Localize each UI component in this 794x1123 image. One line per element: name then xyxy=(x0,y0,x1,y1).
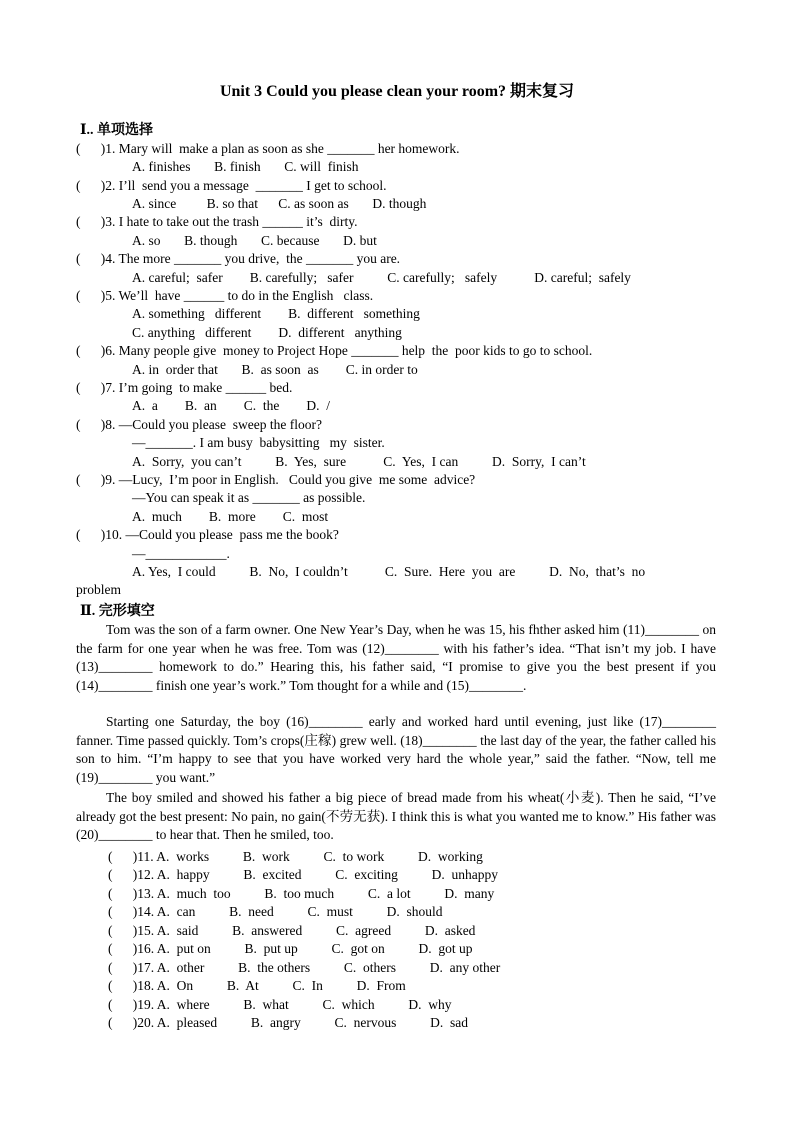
question-2-options: A. since B. so that C. as soon as D. though xyxy=(132,196,427,211)
cloze-paragraph-1-text: Tom was the son of a farm owner. One New Year’s Day, when he was 15, his fhther asked him (11)________ on the farm for one year when he was free. Tom was (12)________ with his father’s idea. “That isn’t my job. I have (13)________ homework to do.” Hearing this, his father said, “I promise to give you the best present if you (14)________ finish one year’s work.” Tom thought for a while and (15)________. xyxy=(76,622,716,693)
cloze-question-20: ( )20. A. pleased B. angry C. nervous D. sad xyxy=(108,1015,468,1030)
question-10: ( )10. —Could you please pass me the book? xyxy=(76,527,339,542)
cloze-question-19: ( )19. A. where B. what C. which D. why xyxy=(108,997,452,1012)
question-1-options: A. finishes B. finish C. will finish xyxy=(132,159,359,174)
question-1: ( )1. Mary will make a plan as soon as she _______ her homework. xyxy=(76,141,460,156)
question-7-options: A. a B. an C. the D. / xyxy=(132,398,330,413)
question-5-options-a-b: A. something different B. different something xyxy=(132,306,420,321)
question-10-options: A. Yes, I could B. No, I couldn’t C. Sure. Here you are D. No, that’s no xyxy=(132,564,646,579)
question-2: ( )2. I’ll send you a message _______ I get to school. xyxy=(76,178,387,193)
question-10-option-wrap: problem xyxy=(76,582,121,597)
question-4-options: A. careful; safer B. carefully; safer C. carefully; safely D. careful; safely xyxy=(132,270,631,285)
question-3-options: A. so B. though C. because D. but xyxy=(132,233,377,248)
question-9-options: A. much B. more C. most xyxy=(132,509,329,524)
question-9-response: —You can speak it as _______ as possible. xyxy=(132,490,366,505)
page-title: Unit 3 Could you please clean your room? 期末复习 xyxy=(219,83,575,100)
cloze-question-12: ( )12. A. happy B. excited C. exciting D. unhappy xyxy=(108,867,498,882)
question-6-options: A. in order that B. as soon as C. in order to xyxy=(132,362,418,377)
cloze-question-11: ( )11. A. works B. work C. to work D. working xyxy=(108,849,483,864)
cloze-question-16: ( )16. A. put on B. put up C. got on D. got up xyxy=(108,941,473,956)
cloze-question-15: ( )15. A. said B. answered C. agreed D. asked xyxy=(108,923,476,938)
question-4: ( )4. The more _______ you drive, the _______ you are. xyxy=(76,251,401,266)
cloze-paragraph-2-text: Starting one Saturday, the boy (16)________ early and worked hard until evening, just like (17)________ fanner. Time passed quickly. Tom’s crops(庄稼) grew well. (18)________ the last day of the year, the father called his son to him. “I’m happy to see that you have worked very hard the whole year,” said the father. “Now, tell me (19)________ you want.” xyxy=(76,714,716,785)
cloze-question-14: ( )14. A. can B. need C. must D. should xyxy=(108,904,443,919)
question-6: ( )6. Many people give money to Project Hope _______ help the poor kids to go to school. xyxy=(76,343,593,358)
cloze-question-13: ( )13. A. much too B. too much C. a lot D. many xyxy=(108,886,495,901)
question-3: ( )3. I hate to take out the trash ______ it’s dirty. xyxy=(76,214,358,229)
question-9: ( )9. —Lucy, I’m poor in English. Could you give me some advice? xyxy=(76,472,476,487)
question-8-options: A. Sorry, you can’t B. Yes, sure C. Yes, I can D. Sorry, I can’t xyxy=(132,454,586,469)
cloze-paragraph-3 xyxy=(76,789,716,845)
cloze-question-17: ( )17. A. other B. the others C. others D. any other xyxy=(108,960,501,975)
cloze-question-18: ( )18. A. On B. At C. In D. From xyxy=(108,978,406,993)
question-8: ( )8. —Could you please sweep the floor? xyxy=(76,417,322,432)
question-10-response: —____________. xyxy=(132,546,230,561)
question-5-options-c-d: C. anything different D. different anything xyxy=(132,325,402,340)
cloze-paragraph-2 xyxy=(76,713,716,787)
question-8-response: —_______. I am busy babysitting my sister. xyxy=(132,435,385,450)
question-7: ( )7. I’m going to make ______ bed. xyxy=(76,380,293,395)
cloze-paragraph-3-text: The boy smiled and showed his father a big piece of bread made from his wheat(小麦). Then he said, “I’ve already got the best present: No pain, no gain(不劳无获). I think this is what you wanted me to know.” His father was (20)________ to hear that. Then he smiled, too. xyxy=(76,790,716,843)
section-heading-multiple-choice: Ⅰ.. 单项选择 xyxy=(80,123,154,138)
section-heading-cloze: Ⅱ. 完形填空 xyxy=(80,604,155,619)
question-5: ( )5. We’ll have ______ to do in the English class. xyxy=(76,288,374,303)
cloze-paragraph-1 xyxy=(76,621,716,695)
